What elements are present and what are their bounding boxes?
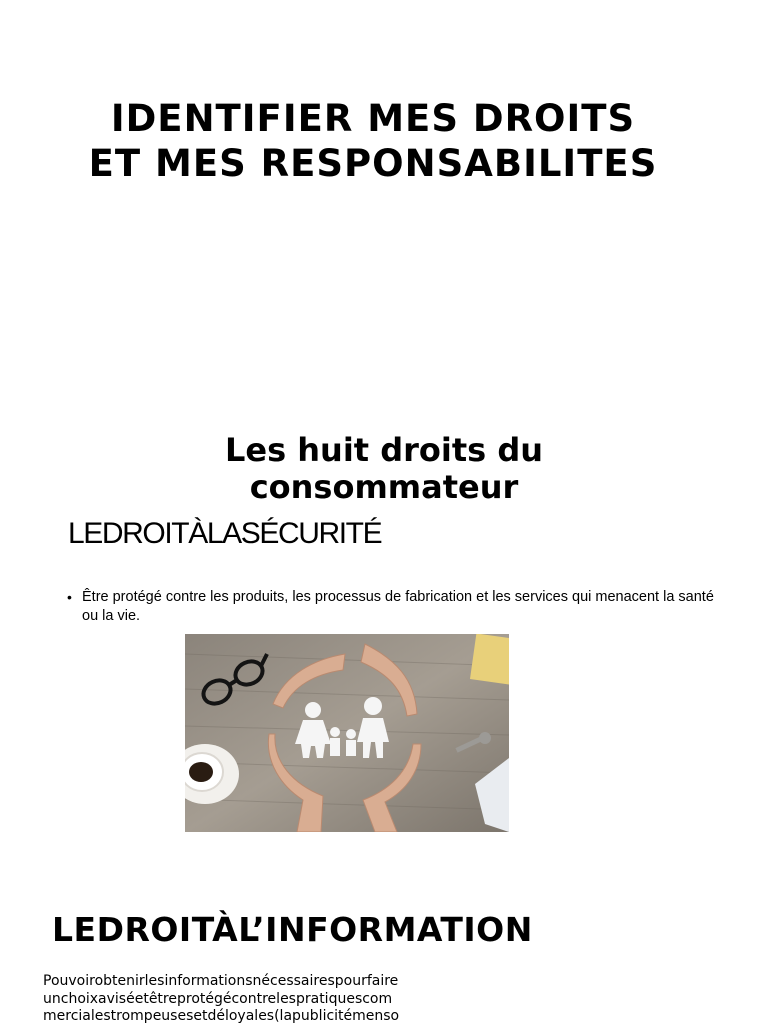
page-title-line-2: ET MES RESPONSABILITES (88, 142, 658, 185)
paragraph-line: mercialestrompeusesetdéloyales(lapublicitémenso (43, 1008, 400, 1024)
paragraph-line: unchoixaviséetêtreprotégécontrelespratiquescom (43, 990, 393, 1007)
section-title-line-2: consommateur (249, 468, 519, 506)
page-title (0, 96, 746, 186)
bullet-text: Être protégé contre les produits, les processus de fabrication et les services qui menacent la santé ou la vie. (82, 589, 714, 624)
page-title-line-1: IDENTIFIER MES DROITS (110, 97, 636, 140)
family-protection-photo (185, 634, 509, 832)
section-title-line-1: Les huit droits du (224, 431, 544, 469)
right-to-information-paragraph (43, 973, 423, 1026)
bullet-icon: • (67, 589, 72, 605)
right-to-information-heading: LEDROITÀL’INFORMATION (52, 910, 533, 949)
paragraph-line: Pouvoirobtenirlesinformationsnécessairespourfaire (43, 973, 399, 989)
section-title (0, 432, 768, 506)
right-to-safety-heading: LEDROITÀLASÉCURITÉ (68, 517, 382, 550)
bullet-item (67, 588, 727, 626)
